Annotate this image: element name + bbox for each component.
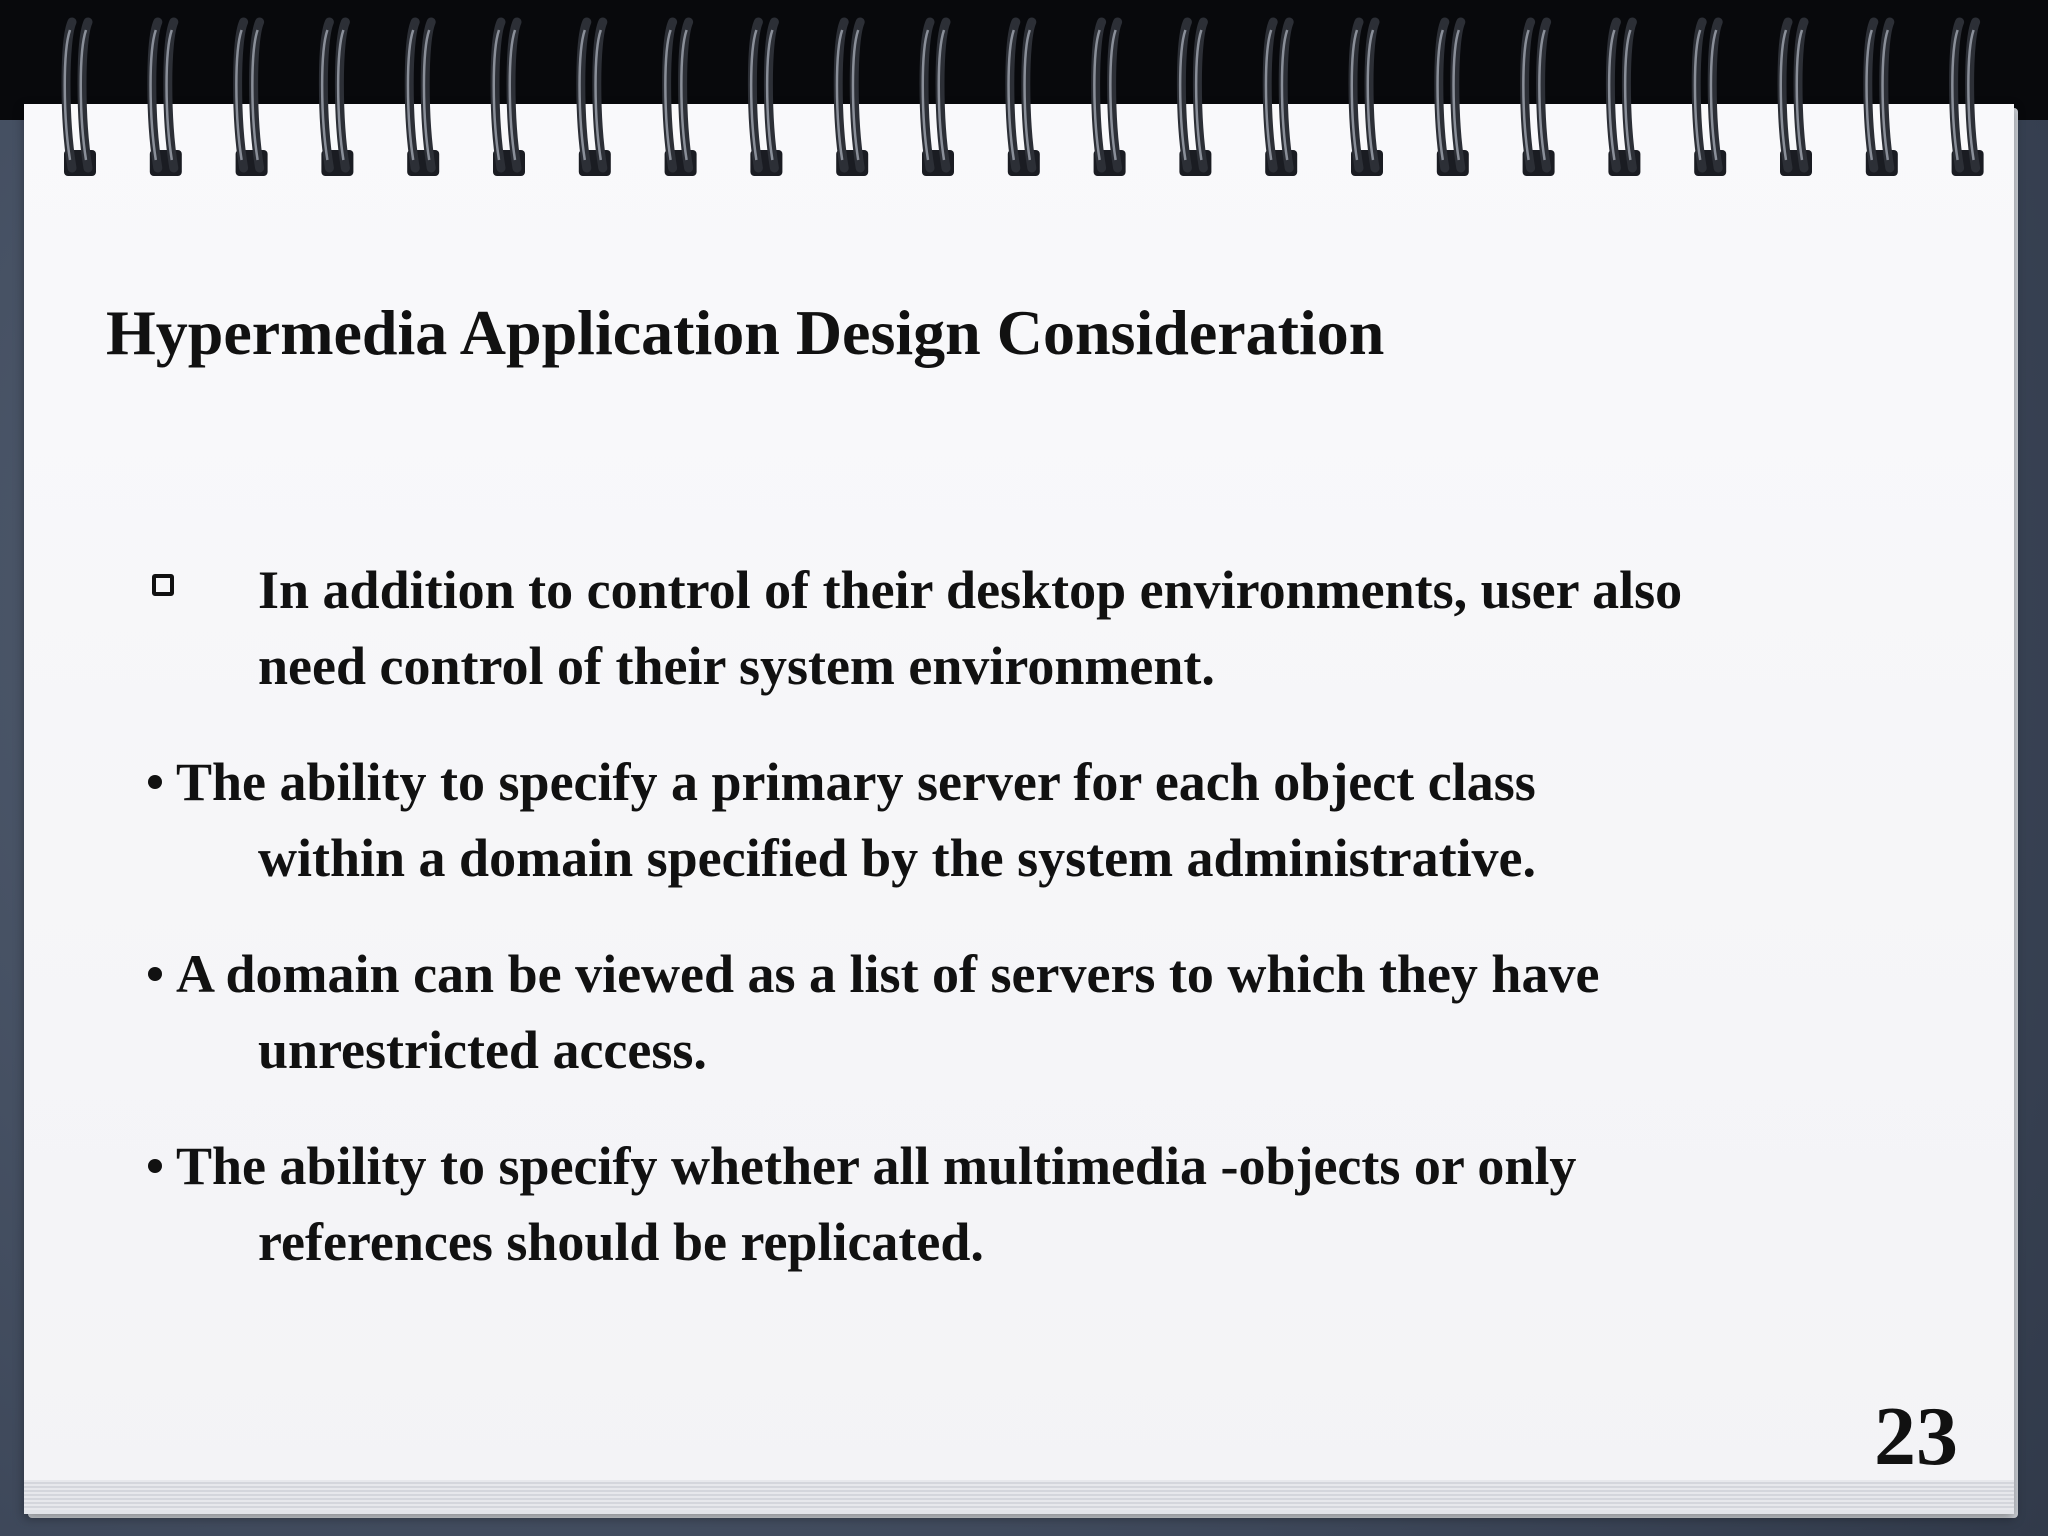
bullet-item	[148, 744, 1948, 896]
binding-ring-icon	[1265, 22, 1297, 176]
paper-stack-edge	[24, 1480, 2014, 1510]
binding-ring-icon	[922, 22, 954, 176]
bullet-text-line: The ability to specify a primary server for each object class	[176, 752, 1536, 812]
binding-ring-icon	[1694, 22, 1726, 176]
page-number: 23	[1874, 1390, 1958, 1483]
binding-ring-icon	[1351, 22, 1383, 176]
binding-ring-icon	[836, 22, 868, 176]
binding-ring-icon	[1094, 22, 1126, 176]
binding-ring-icon	[407, 22, 439, 176]
bullet-dot-icon	[148, 967, 162, 981]
binding-ring-icon	[1952, 22, 1984, 176]
binding-ring-icon	[64, 22, 96, 176]
bullet-dot-icon	[148, 775, 162, 789]
binding-ring-icon	[579, 22, 611, 176]
bullet-text-line: The ability to specify whether all multimedia -objects or only	[176, 1136, 1577, 1196]
bullet-text-line: A domain can be viewed as a list of servers to which they have	[176, 944, 1600, 1004]
bullet-text-line: within a domain specified by the system administrative.	[258, 828, 1537, 888]
binding-ring-icon	[236, 22, 268, 176]
checkbox-icon	[152, 574, 174, 596]
bullet-text-line: need control of their system environment.	[258, 636, 1215, 696]
binding-ring-icon	[1523, 22, 1555, 176]
binding-ring-icon	[493, 22, 525, 176]
spiral-binding	[0, 0, 2048, 200]
binding-ring-icon	[1008, 22, 1040, 176]
bullet-item	[148, 936, 1948, 1088]
binding-ring-icon	[150, 22, 182, 176]
binding-ring-icon	[1179, 22, 1211, 176]
slide-title: Hypermedia Application Design Consideration	[106, 297, 1385, 368]
binding-ring-icon	[1608, 22, 1640, 176]
bullet-item	[148, 1128, 1948, 1280]
bullet-text-line: In addition to control of their desktop environments, user also	[258, 560, 1683, 620]
binding-ring-icon	[750, 22, 782, 176]
bullet-list	[148, 552, 1948, 1320]
binding-ring-icon	[1437, 22, 1469, 176]
bullet-item	[148, 552, 1948, 704]
binding-ring-icon	[1866, 22, 1898, 176]
bullet-text-line: unrestricted access.	[258, 1020, 707, 1080]
bullet-dot-icon	[148, 1159, 162, 1173]
bullet-text-line: references should be replicated.	[258, 1212, 984, 1272]
binding-ring-icon	[321, 22, 353, 176]
binding-ring-icon	[1780, 22, 1812, 176]
binding-ring-icon	[665, 22, 697, 176]
